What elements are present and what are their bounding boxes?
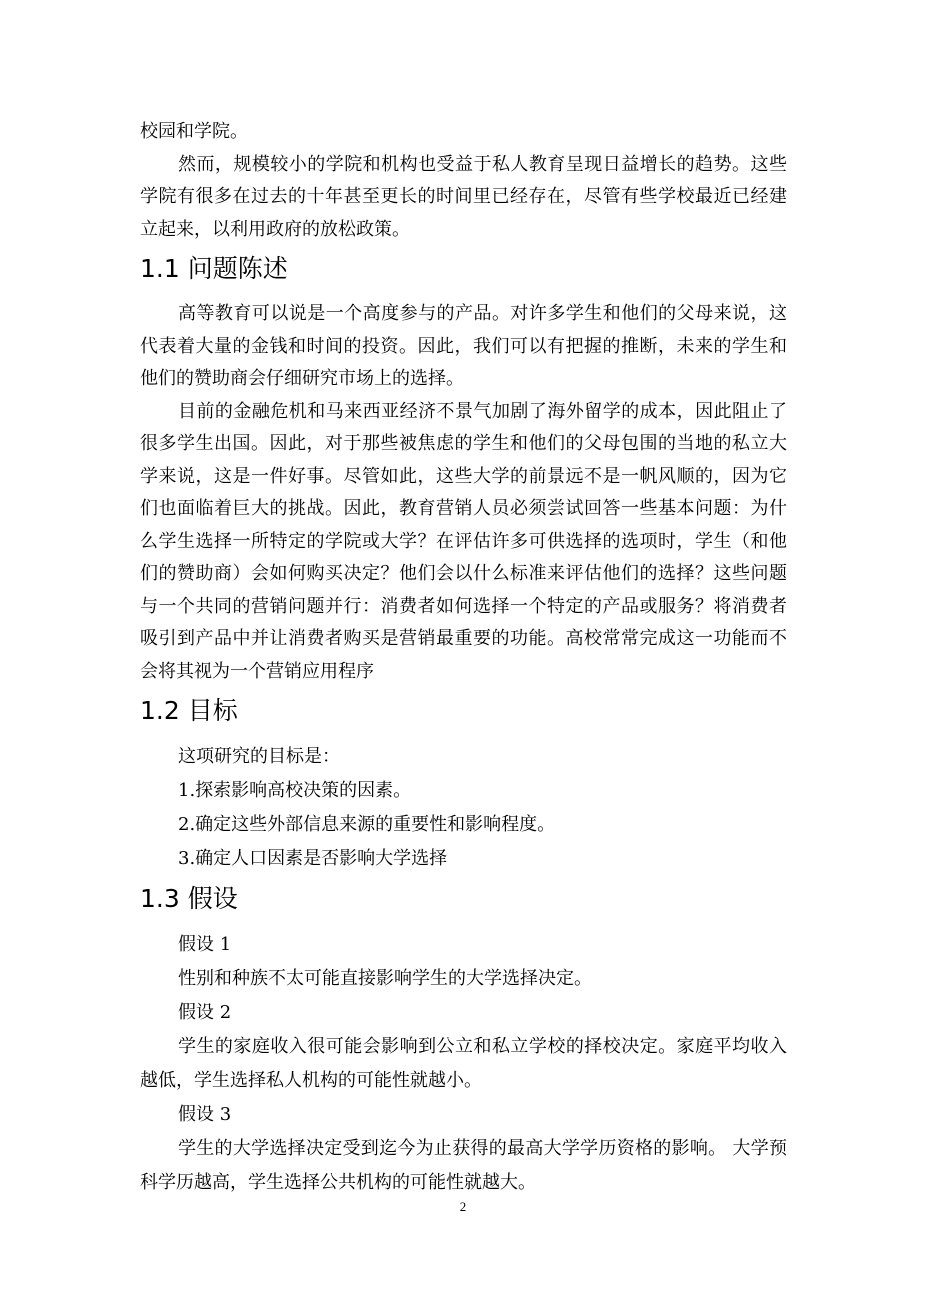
objective-item-2: 2.确定这些外部信息来源的重要性和影响程度。 [178, 814, 556, 835]
objective-item-1: 1.探索影响高校决策的因素。 [178, 780, 412, 801]
hypothesis-2-text: 学生的家庭收入很可能会影响到公立和私立学校的择校决定。家庭平均收入越低，学生选择私人机构的可能性就越小。 [140, 1036, 787, 1091]
section-heading-objectives: 1.2 目标 [140, 696, 238, 725]
section-heading-problem-statement: 1.1 问题陈述 [140, 254, 288, 283]
hypothesis-1-text: 性别和种族不太可能直接影响学生的大学选择决定。 [178, 968, 592, 989]
objective-item-3: 3.确定人口因素是否影响大学选择 [178, 848, 448, 869]
hypothesis-1-label: 假设 1 [178, 934, 232, 955]
hypothesis-3-label: 假设 3 [178, 1104, 232, 1125]
problem-paragraph-1: 高等教育可以说是一个高度参与的产品。对许多学生和他们的父母来说，这代表着大量的金钱和时间的投资。因此，我们可以有把握的推断，未来的学生和他们的赞助商会仔细研究市场上的选择。 [140, 303, 787, 389]
section-heading-hypotheses: 1.3 假设 [140, 884, 238, 913]
intro-paragraph: 然而，规模较小的学院和机构也受益于私人教育呈现日益增长的趋势。这些学院有很多在过去的十年甚至更长的时间里已经存在，尽管有些学校最近已经建立起来，以利用政府的放松政策。 [140, 153, 787, 240]
hypothesis-2-label: 假设 2 [178, 1002, 232, 1023]
intro-paragraph-tail: 校园和学院。 [140, 121, 248, 142]
hypothesis-3-text: 学生的大学选择决定受到迄今为止获得的最高大学学历资格的影响。 大学预科学历越高，学生选择公共机构的可能性就越大。 [140, 1138, 787, 1193]
page-number: 2 [459, 1199, 467, 1214]
objectives-intro: 这项研究的目标是： [178, 746, 340, 767]
document-body [140, 116, 787, 1200]
problem-paragraph-2: 目前的金融危机和马来西亚经济不景气加剧了海外留学的成本，因此阻止了很多学生出国。因此，对于那些被焦虑的学生和他们的父母包围的当地的私立大学来说，这是一件好事。尽管如此，这些大学的前景远不是一帆风顺的，因为它们也面临着巨大的挑战。因此，教育营销人员必须尝试回答一些基本问题：为什么学生选择一所特定的学院或大学？在评估许多可供选择的选项时，学生（和他们的赞助商）会如何购买决定？他们会以什么标准来评估他们的选择？这些问题与一个共同的营销问题并行：消费者如何选择一个特定的产品或服务？将消费者吸引到产品中并让消费者购买是营销最重要的功能。高校常常完成这一功能而不会将其视为一个营销应用程序 [140, 400, 787, 682]
